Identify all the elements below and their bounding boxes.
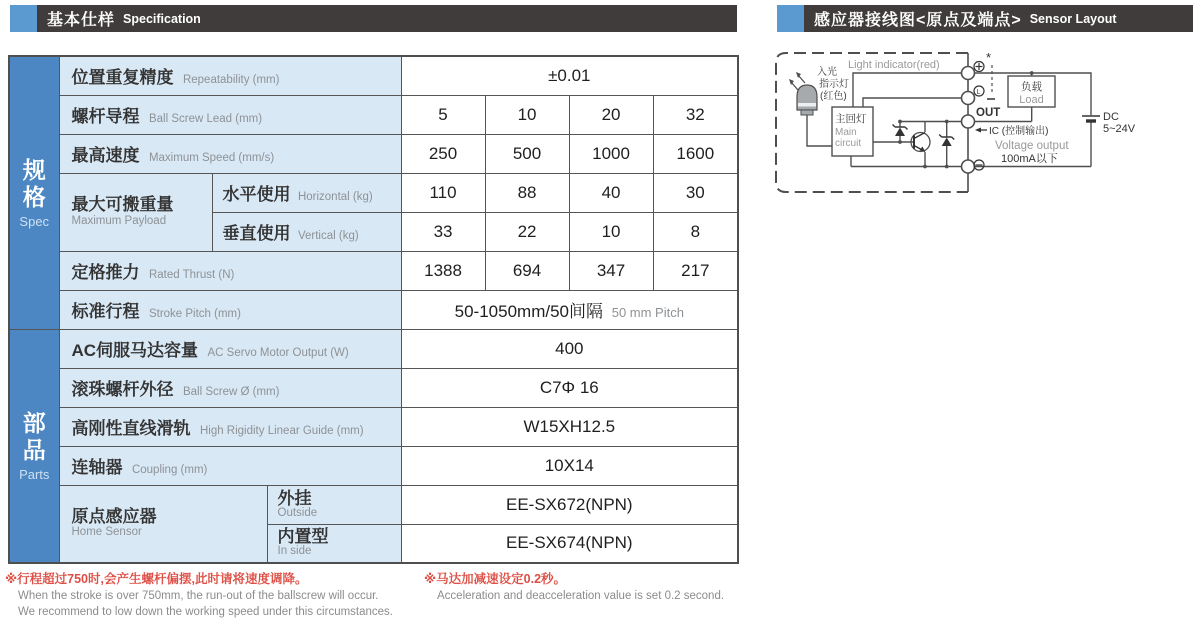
row-label-ball-screw-dia [59,368,401,407]
row-label-linear-guide [59,407,401,446]
load-box [1008,76,1055,107]
label-zh: 内置型 [277,527,329,547]
label-en: Horizontal (kg) [297,191,373,203]
dc-label: DC [1103,111,1119,123]
specification-table [8,55,739,564]
row-label-repeatability [59,56,401,95]
value-coupling: 10X14 [401,446,738,485]
value-repeatability: ±0.01 [401,56,738,95]
value-speed-2: 500 [485,134,569,173]
label-zh: 标准行程 [71,302,140,321]
row-label-vertical [212,212,401,251]
current-limit-label: 100mA以下 [1001,153,1058,165]
value-lead-3: 20 [569,95,653,134]
header-bar [37,5,737,32]
footnote-acceleration [424,572,724,603]
label-zh: 滚珠螺杆外径 [71,380,174,399]
header-title-zh: 感应器接线图<原点及端点> [814,12,1022,29]
row-label-max-speed [59,134,401,173]
section-cell-parts [9,329,59,563]
section-header-specification [10,5,737,32]
value-thrust-3: 347 [569,251,653,290]
sensor-wiring-diagram [773,44,1200,206]
out-label: OUT [976,107,1001,119]
header-title-zh: 基本仕样 [47,12,116,29]
value-speed-1: 250 [401,134,485,173]
asterisk-label: * [986,50,992,65]
voltage-output-label: Voltage output [995,140,1069,152]
label-en: Stroke Pitch (mm) [148,308,241,320]
value-vertical-4: 8 [653,212,738,251]
value-vertical-1: 33 [401,212,485,251]
value-lead-4: 32 [653,95,738,134]
footnote-en-line1: Acceleration and deacceleration value is set 0.2 second. [437,590,725,602]
main-circuit-box [832,107,873,156]
section-label-en: Spec [19,213,50,229]
label-zh: 最高速度 [71,146,140,165]
label-en: AC Servo Motor Output (W) [207,347,349,359]
table-row [9,56,738,95]
l-symbol-letter: L [976,89,981,96]
row-label-coupling [59,446,401,485]
value-ball-screw-dia: C7Φ 16 [401,368,738,407]
label-en: High Rigidity Linear Guide (mm) [199,425,364,437]
row-label-outside [267,485,401,524]
label-en: Rated Thrust (N) [148,269,235,281]
in-light-label-1: 入光 [817,67,837,78]
label-zh: 最大可搬重量 [71,195,174,215]
load-en: Load [1019,94,1044,106]
section-label-en: Parts [19,466,50,482]
label-en: Maximum Speed (mm/s) [148,152,275,164]
row-label-stroke-pitch [59,290,401,329]
value-thrust-4: 217 [653,251,738,290]
terminal-plus [962,67,975,80]
in-light-label-2: 指示灯 [819,79,849,90]
value-sensor-outside: EE-SX672(NPN) [401,485,738,524]
row-label-home-sensor [59,485,267,563]
header-bar [804,5,1193,32]
row-label-ball-screw-lead [59,95,401,134]
label-zh: 螺杆导程 [71,107,140,126]
ic-arrow-icon [975,128,987,133]
value-speed-3: 1000 [569,134,653,173]
row-label-rated-thrust [59,251,401,290]
value-sensor-inside: EE-SX674(NPN) [401,524,738,563]
transistor-icon [911,133,930,152]
label-zh: 水平使用 [222,185,291,204]
header-title-en: Specification [123,11,201,26]
label-en: Vertical (kg) [297,230,359,242]
ic-label: IC (控制输出) [989,126,1049,137]
value-speed-4: 1600 [653,134,738,173]
main-circuit-zh: 主回灯 [835,113,867,125]
light-indicator-label: Light indicator(red) [848,59,940,71]
label-zh: 原点感应器 [71,506,157,526]
label-en: Outside [277,506,318,519]
load-zh: 负载 [1021,81,1042,93]
value-vertical-2: 22 [485,212,569,251]
value-servo-output: 400 [401,329,738,368]
section-cell-spec [9,56,59,329]
table-row [9,290,738,329]
label-en: Ball Screw Lead (mm) [148,113,263,125]
table-row [9,407,738,446]
battery-icon [1082,116,1100,121]
stroke-value-en: 50 mm Pitch [611,305,684,320]
label-zh: 连轴器 [71,458,123,477]
row-label-inside [267,524,401,563]
stroke-value: 50-1050mm/50间隔 [454,302,603,321]
value-horizontal-1: 110 [401,173,485,212]
table-row [9,485,738,524]
table-row [9,134,738,173]
label-en: Coupling (mm) [131,464,208,476]
value-horizontal-4: 30 [653,173,738,212]
row-label-horizontal [212,173,401,212]
led-indicator-icon [789,72,817,115]
footnote-zh: ※行程超过750时,会产生螺杆偏摆,此时请将速度调降。 [5,572,308,586]
value-linear-guide: W15XH12.5 [401,407,738,446]
label-en: Ball Screw Ø (mm) [182,386,280,398]
section-label-zh: 部品 [22,409,46,463]
label-zh: 定格推力 [71,263,140,282]
dc-voltage-label: 5~24V [1103,123,1136,135]
header-accent-square [10,5,37,32]
value-thrust-1: 1388 [401,251,485,290]
minus-symbol-icon [974,160,984,170]
section-header-sensor-layout [777,5,1193,32]
value-vertical-3: 10 [569,212,653,251]
label-zh: 外挂 [277,488,312,508]
row-label-max-payload [59,173,212,251]
main-circuit-en1: Main [835,127,857,138]
value-horizontal-3: 40 [569,173,653,212]
label-en: Home Sensor [71,526,142,539]
terminal-out [962,115,975,128]
table-row [9,329,738,368]
label-zh: 垂直使用 [222,224,291,243]
label-en: Repeatability (mm) [182,74,280,87]
l-symbol-icon [974,86,984,96]
main-circuit-en2: circuit [835,138,862,149]
header-accent-square [777,5,804,32]
label-zh: AC伺服马达容量 [71,341,199,360]
plus-symbol-icon [974,62,984,72]
table-row [9,251,738,290]
table-row [9,368,738,407]
in-light-label-3: (红色) [820,91,847,102]
terminal-minus [962,160,975,173]
label-zh: 位置重复精度 [71,68,174,88]
table-row [9,173,738,212]
value-horizontal-2: 88 [485,173,569,212]
terminal-l [962,92,975,105]
row-label-servo-output [59,329,401,368]
footnote-stroke-warning [5,572,393,620]
footnote-zh: ※马达加减速设定0.2秒。 [424,572,567,586]
footnote-en-line2: We recommend to low down the working speed under this circumstances. [18,606,393,619]
header-title-en: Sensor Layout [1029,11,1117,26]
value-lead-2: 10 [485,95,569,134]
label-zh: 高刚性直线滑轨 [71,419,191,438]
footnote-en-line1: When the stroke is over 750mm, the run-out of the ballscrew will occur. [18,590,379,602]
section-label-zh: 规格 [22,156,46,210]
table-row [9,95,738,134]
value-stroke-pitch [401,290,738,329]
label-en: In side [277,545,312,558]
value-lead-1: 5 [401,95,485,134]
table-row [9,446,738,485]
label-en: Maximum Payload [71,214,167,227]
value-thrust-2: 694 [485,251,569,290]
